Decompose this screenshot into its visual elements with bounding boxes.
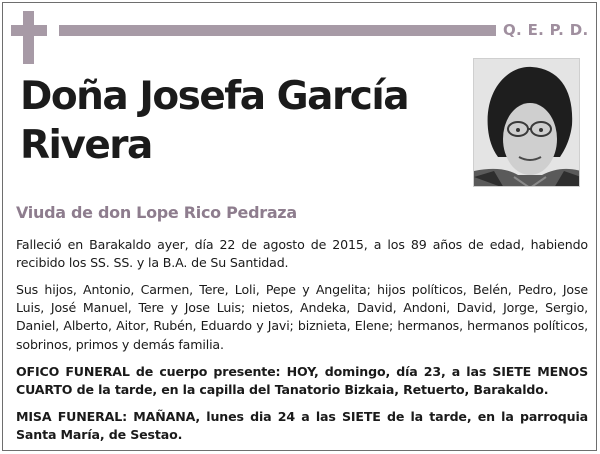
death-notice-paragraph: Falleció en Barakaldo ayer, día 22 de agosto de 2015, a los 89 años de edad, habiendo recibido los SS. SS. y la B.A. de Su Santidad. (16, 237, 588, 271)
funeral-service-paragraph: OFICO FUNERAL de cuerpo presente: HOY, domingo, día 23, a las SIETE MENOS CUARTO de la tarde, en la capilla del Tanatorio Bizkaia, Retuerto, Barakaldo. (16, 364, 588, 398)
portrait-photo (473, 58, 580, 187)
cross-icon (23, 11, 34, 64)
header-rule (59, 25, 496, 36)
funeral-mass-paragraph: MISA FUNERAL: MAÑANA, lunes dia 24 a las SIETE de la tarde, en la parroquia Santa María, de Sestao. (16, 409, 588, 443)
qepd-label: Q. E. P. D. (503, 21, 589, 39)
cross-icon-bar (11, 25, 47, 36)
family-paragraph: Sus hijos, Antonio, Carmen, Tere, Loli, Pepe y Angelita; hijos políticos, Belén, Pedro, Jose Luis, José Manuel, Tere y Jose Luis; nietos, Andeka, David, Andoni, David, Jorge, Sergio, Daniel, Alberto, Aitor, Rubén, Eduardo y Javi; biznieta, Elene; hermanos, hermanos políticos, sobrinos, primos y demás familia. (16, 282, 588, 352)
widow-of-subtitle: Viuda de don Lope Rico Pedraza (16, 203, 297, 222)
deceased-name: Doña Josefa García Rivera (20, 74, 409, 168)
